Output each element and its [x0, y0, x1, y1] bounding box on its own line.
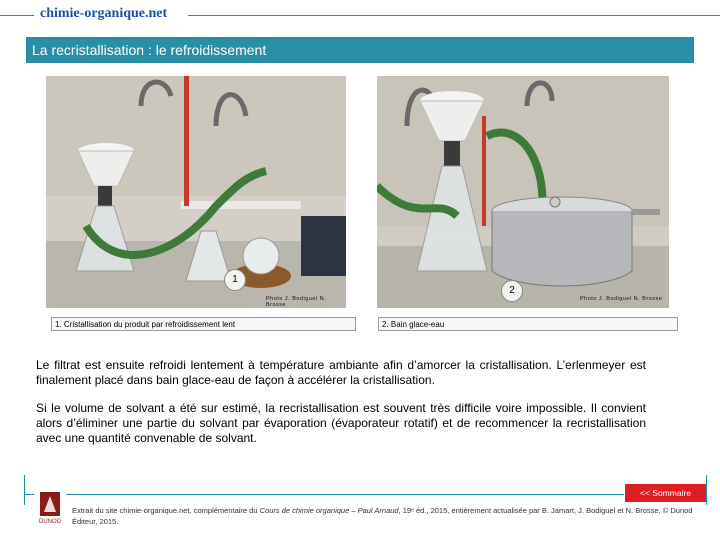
sommaire-button[interactable]: << Sommaire — [625, 484, 706, 502]
frame-top-line-right — [188, 15, 720, 16]
photo-recrystallisation-slow-cooling — [46, 76, 346, 308]
frame-right-line — [706, 475, 707, 505]
paragraph-excess-solvent: Si le volume de solvant a été sur estimé, la recristallisation est souvent très difficile voire impossible. Il convient alors d’éliminer une partie du solvant par évaporation (évaporateur rotatif) et de recommencer la recristallisation avec une quantité convenable de solvant. — [36, 401, 646, 445]
photo-1-credit: Photo J. Bodiguel N. Brosse — [266, 296, 327, 308]
photo-2-number-badge: 2 — [501, 280, 523, 302]
photo-2-caption: 2. Bain glace-eau — [378, 317, 678, 331]
photo-ice-water-bath — [377, 76, 669, 308]
frame-bottom-line-left — [24, 494, 624, 495]
site-title: chimie-organique.net — [34, 6, 173, 22]
frame-left-line — [24, 475, 25, 505]
photo-2-illustration — [377, 76, 669, 308]
footer-text-a: Extrait du site chimie-organique.net, complémentaire du — [72, 506, 260, 515]
paragraph-filtrate-cooling: Le filtrat est ensuite refroidi lentement à température ambiante afin d’amorcer la cristallisation. L’erlenmeyer est finalement placé dans bain glace-eau de façon à accélérer la cristallisation. — [36, 358, 646, 387]
page-title: La recristallisation : le refroidissement — [26, 37, 694, 63]
dunod-logo — [34, 490, 66, 526]
footer-text-b: , 19ᵉ éd., 2015, entièrement actualisée par B. Jamart, J. Bodiguel et N. Brosse, © Dunod Éditeur, 2015. — [72, 506, 693, 526]
footer-copyright — [72, 505, 712, 527]
photo-1-caption: 1. Cristallisation du produit par refroidissement lent — [51, 317, 356, 331]
svg-text:DUNOD: DUNOD — [39, 519, 61, 525]
photo-2-credit: Photo J. Bodiguel N. Brosse — [580, 296, 663, 302]
frame-top-line-left — [0, 15, 36, 16]
photo-1-number-badge: 1 — [224, 269, 246, 291]
photo-1-illustration — [46, 76, 346, 308]
footer-book-title: Cours de chimie organique – Paul Arnaud — [259, 506, 399, 515]
